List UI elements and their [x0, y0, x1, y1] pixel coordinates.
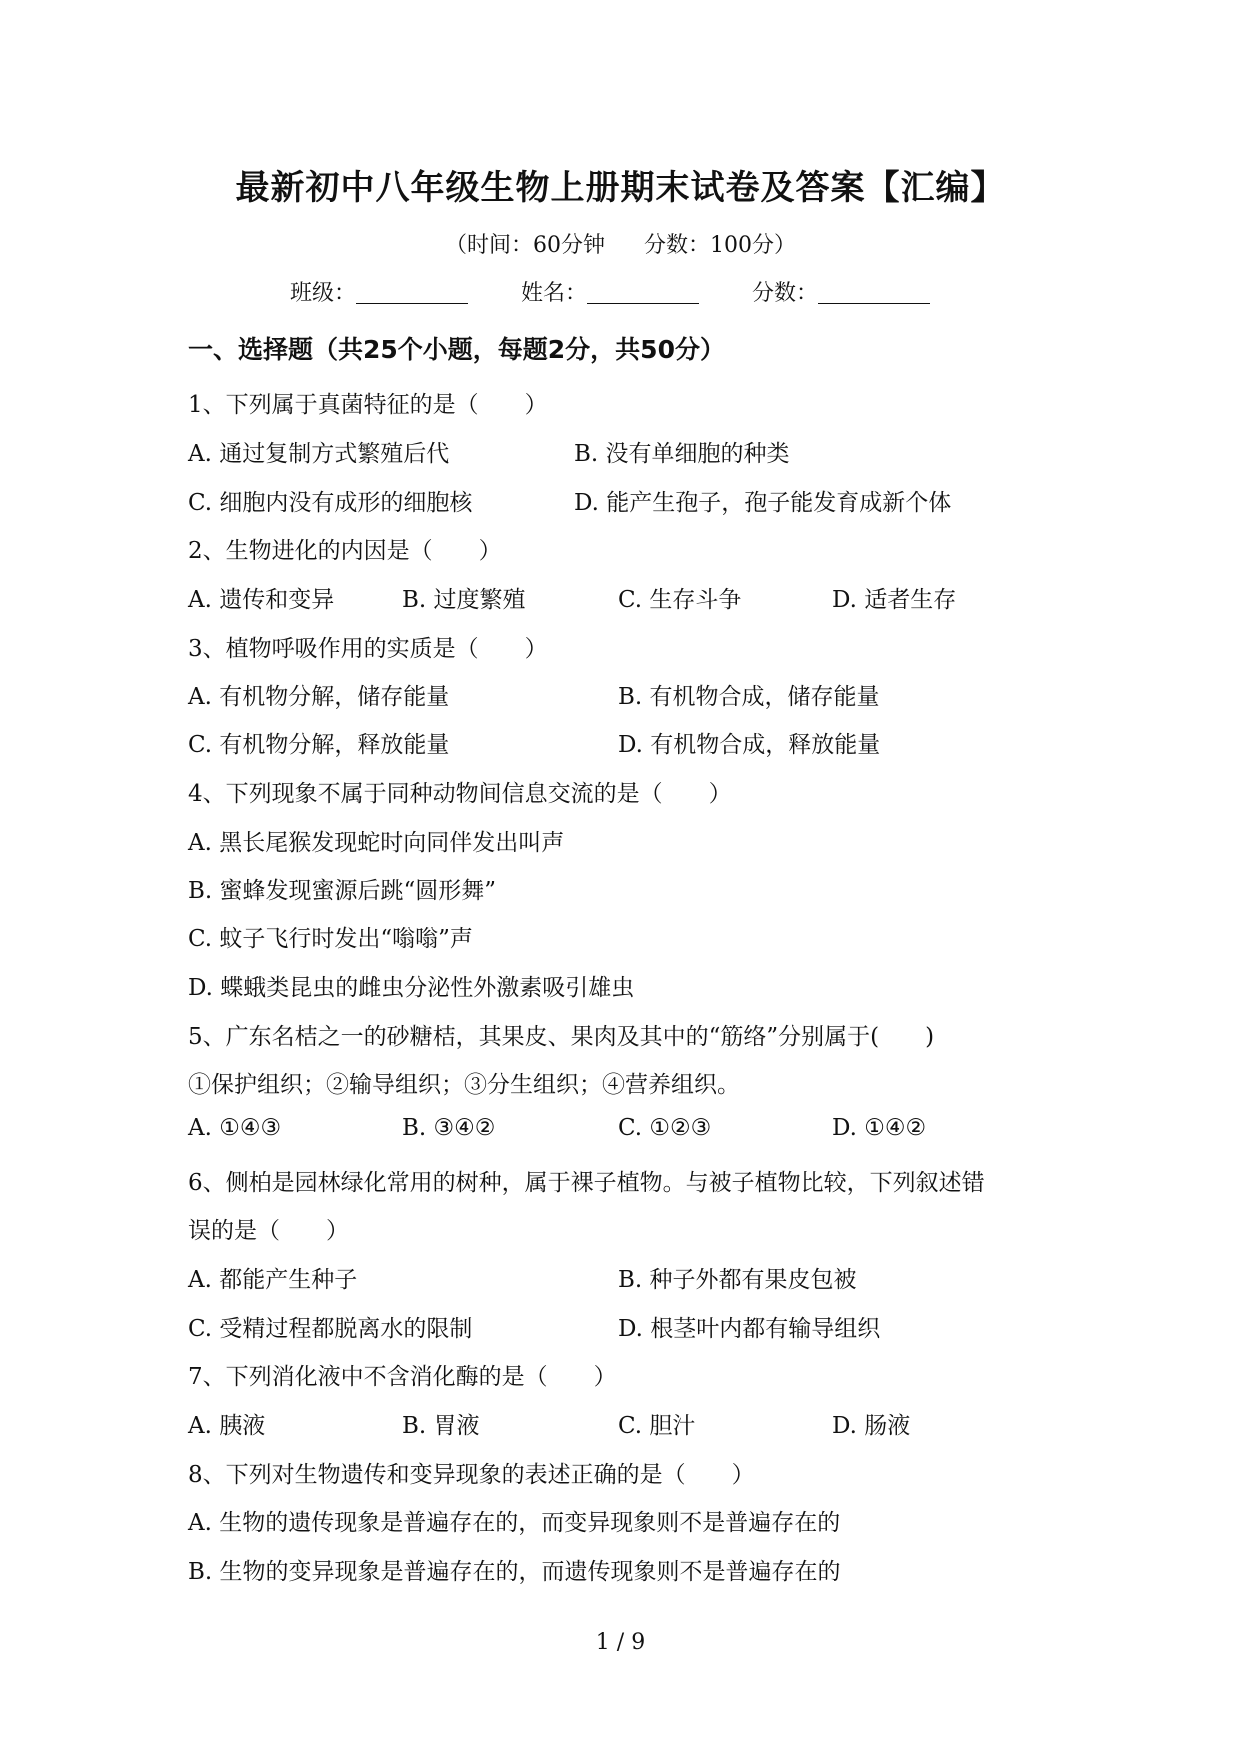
question-stem-continued: ①保护组织；②输导组织；③分生组织；④营养组织。 [188, 1072, 740, 1098]
option: D. 有机物合成，释放能量 [618, 732, 881, 758]
option: A. 都能产生种子 [188, 1267, 358, 1293]
option: A. 有机物分解，储存能量 [188, 684, 450, 710]
exam-subtitle [0, 228, 1241, 259]
option: A. 通过复制方式繁殖后代 [188, 441, 450, 467]
class-field [290, 276, 468, 307]
option: B. ③④② [402, 1115, 496, 1141]
option: B. 蜜蜂发现蜜源后跳“圆形舞” [188, 878, 497, 904]
option: C. 受精过程都脱离水的限制 [188, 1316, 473, 1342]
score-blank[interactable] [818, 281, 930, 304]
question-stem: 2、生物进化的内因是（ ） [188, 538, 502, 564]
option: D. 根茎叶内都有输导组织 [618, 1316, 881, 1342]
question-stem: 8、下列对生物遗传和变异现象的表述正确的是（ ） [188, 1462, 755, 1488]
option: D. 肠液 [832, 1413, 911, 1439]
option: B. 没有单细胞的种类 [574, 441, 790, 467]
option: D. 蝶蛾类昆虫的雌虫分泌性外激素吸引雄虫 [188, 975, 635, 1001]
name-blank[interactable] [587, 281, 699, 304]
option: C. 细胞内没有成形的细胞核 [188, 490, 473, 516]
option: B. 种子外都有果皮包被 [618, 1267, 857, 1293]
option: D. 适者生存 [832, 587, 957, 613]
question-stem: 3、植物呼吸作用的实质是（ ） [188, 636, 548, 662]
student-info-line [290, 276, 976, 307]
question-stem: 5、广东名桔之一的砂糖桔，其果皮、果肉及其中的“筋络”分别属于( ) [188, 1024, 935, 1050]
page-number: 1 / 9 [595, 1630, 646, 1655]
option: C. 胆汁 [618, 1413, 696, 1439]
option: B. 生物的变异现象是普遍存在的，而遗传现象则不是普遍存在的 [188, 1559, 841, 1585]
option: C. ①②③ [618, 1115, 712, 1141]
exam-total-score: 分数：100分） [644, 233, 796, 258]
option: A. 遗传和变异 [188, 587, 335, 613]
name-field [521, 276, 699, 307]
question-stem: 7、下列消化液中不含消化酶的是（ ） [188, 1364, 617, 1390]
question-stem: 4、下列现象不属于同种动物间信息交流的是（ ） [188, 781, 732, 807]
question-stem: 1、下列属于真菌特征的是（ ） [188, 392, 548, 418]
option: A. 生物的遗传现象是普遍存在的，而变异现象则不是普遍存在的 [188, 1510, 841, 1536]
option: A. 胰液 [188, 1413, 266, 1439]
exam-time: （时间：60分钟 [445, 233, 605, 258]
score-field [752, 276, 930, 307]
option: A. 黑长尾猴发现蛇时向同伴发出叫声 [188, 830, 565, 856]
option: B. 过度繁殖 [402, 587, 526, 613]
option: D. 能产生孢子，孢子能发育成新个体 [574, 490, 952, 516]
option: B. 胃液 [402, 1413, 480, 1439]
name-label: 姓名： [521, 281, 588, 306]
option: D. ①④② [832, 1115, 927, 1141]
option: A. ①④③ [188, 1115, 282, 1141]
option: C. 蚊子飞行时发出“嗡嗡”声 [188, 926, 473, 952]
class-blank[interactable] [356, 281, 468, 304]
class-label: 班级： [290, 281, 357, 306]
question-stem: 6、侧柏是园林绿化常用的树种，属于裸子植物。与被子植物比较，下列叙述错 [188, 1170, 985, 1196]
section-heading: 一、选择题（共25个小题，每题2分，共50分） [188, 335, 725, 364]
question-stem-continued: 误的是（ ） [188, 1218, 349, 1244]
option: C. 生存斗争 [618, 587, 742, 613]
score-label: 分数： [752, 281, 819, 306]
option: C. 有机物分解，释放能量 [188, 732, 450, 758]
document-title: 最新初中八年级生物上册期末试卷及答案【汇编】 [235, 168, 1006, 208]
option: B. 有机物合成，储存能量 [618, 684, 880, 710]
